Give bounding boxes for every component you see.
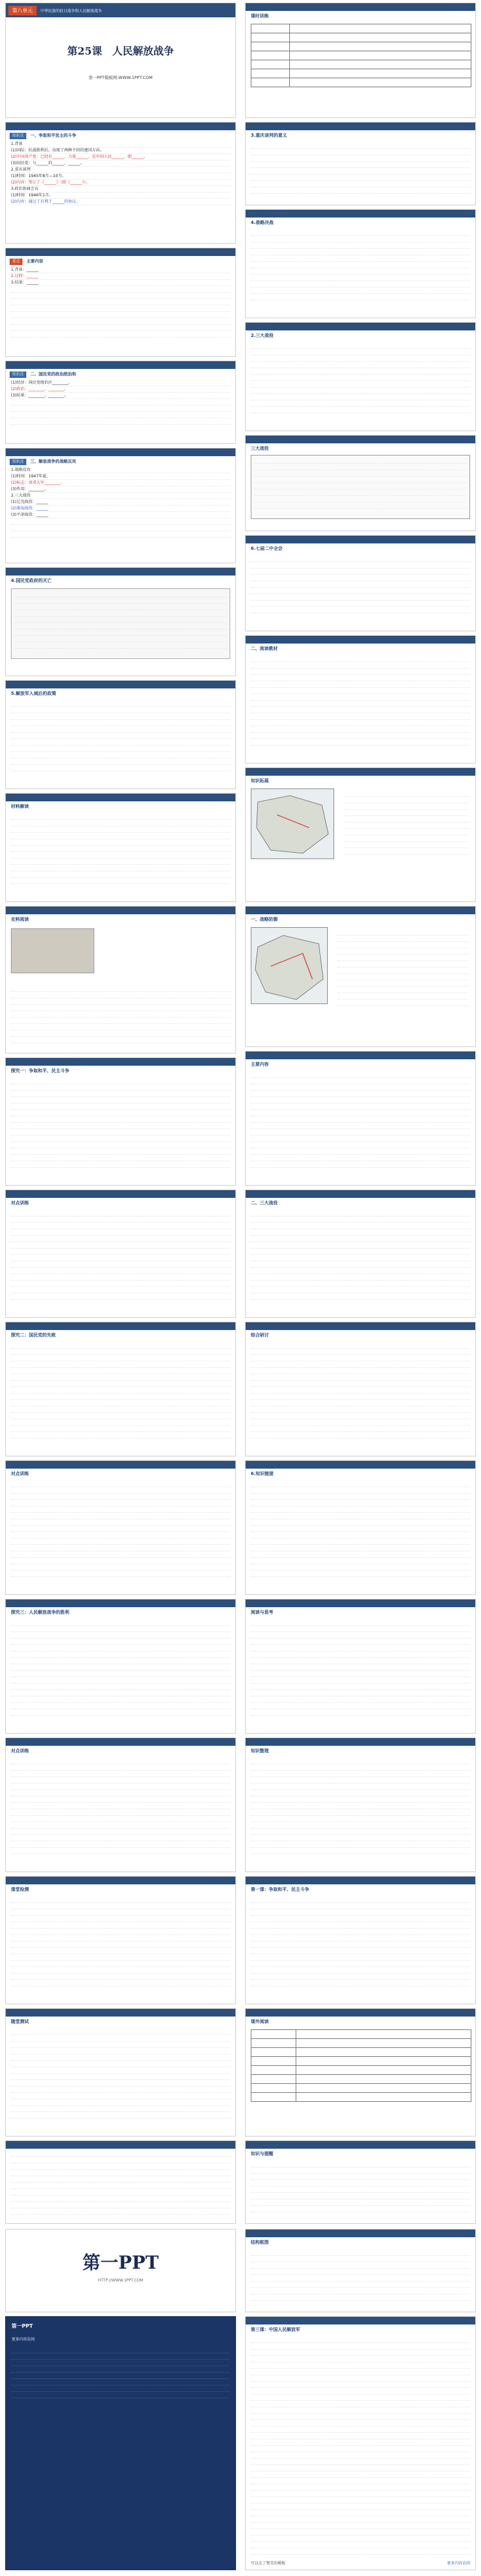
slide-12 (5, 1322, 236, 1456)
section-title: 对点训练 (11, 1471, 29, 1476)
section-tag: 知识点 (10, 459, 26, 465)
slide-body (6, 812, 235, 886)
slide-body (246, 1340, 475, 1440)
slide-16 (5, 1876, 236, 2004)
slide-r6 (245, 535, 476, 631)
campaign-box (251, 455, 470, 519)
section-title: 第三课：中国人民解放军 (251, 2327, 300, 2332)
slide-r12 (245, 1322, 476, 1456)
slide-r16 (245, 1876, 476, 2004)
logo-domain: HTTP://WWW.1PPT.COM (97, 2278, 144, 2283)
slide-bar (246, 123, 475, 130)
slide-body (6, 1756, 235, 1856)
slide-r14 (245, 1599, 476, 1734)
slide-14 (5, 1599, 236, 1734)
slide-body (6, 1340, 235, 1440)
text-line: 1.背景：______ (11, 267, 230, 273)
slide-bar (6, 2009, 235, 2017)
data-table (251, 2029, 471, 2102)
text-line: 2.三大战役 (11, 493, 230, 499)
promo-link[interactable]: 更多内容访问 (446, 2561, 470, 2566)
slide-r13 (245, 1460, 476, 1595)
slide-body (6, 139, 235, 207)
slide-bar (246, 2230, 475, 2237)
slide-body (246, 141, 475, 196)
section-tag: 重点 (10, 259, 22, 265)
section-title: 课外阅读 (251, 2019, 269, 2024)
slide-5 (5, 448, 236, 563)
text-line: (2)标志：刘邓大军________。 (11, 480, 230, 486)
map-notes (332, 927, 473, 1008)
slide-body (246, 654, 475, 747)
section-title: 课堂检测 (11, 1887, 29, 1892)
slide-r11 (245, 1190, 476, 1318)
slide-r7 (245, 635, 476, 763)
map-figure (251, 927, 328, 1004)
slide-bar (6, 248, 235, 256)
slide-r9 (245, 906, 476, 1047)
section-title: 探究二：国民党的失败 (11, 1333, 56, 1338)
slide-bar (246, 2009, 475, 2017)
text-line: (3)作用：________。 (11, 486, 230, 493)
section-title: 第一课：争取和平、民主斗争 (251, 1887, 309, 1892)
slide-r10 (245, 1051, 476, 1186)
slide-body (6, 699, 235, 773)
section-tag: 知识点 (10, 371, 26, 378)
text-line: (1)时间：1945年8月—10月。 (11, 173, 230, 180)
text-line: (2)中国共产党：已经有______，力量______，是中国人民______，即______。 (11, 154, 230, 160)
slide-body (6, 984, 236, 1045)
slide-r5 (245, 435, 476, 531)
slide-15 (5, 1737, 236, 1872)
slide-7 (5, 680, 236, 789)
promo-cta: 可以友了赞美的模板 (251, 2561, 286, 2566)
section-title: 阅读与思考 (251, 1610, 273, 1615)
text-line: (2)政治：________，________。 (11, 386, 230, 393)
text-line: (3)结果：________，________。 (11, 393, 230, 399)
section-title: 结构框图 (251, 2240, 269, 2245)
slide-bar (246, 210, 475, 218)
section-title: 三大战役 (251, 446, 269, 451)
slide-bar (246, 536, 475, 543)
unit-subtitle: 中华民族的抗日战争和人民解放战争 (40, 8, 103, 13)
slide-bar (246, 1322, 475, 1330)
section-title: 史料阅读 (11, 917, 29, 922)
slide-body (6, 465, 235, 540)
section-title: 二、国民党的政治统治和 (30, 371, 76, 377)
slide-body (6, 2027, 235, 2120)
text-line: (2)内容：签订了《______》（即《______》）。 (11, 180, 230, 186)
text-line: 3.结果：______ (11, 280, 230, 286)
text-line: 3.政治协商会议 (11, 186, 230, 192)
slide-bar (246, 436, 475, 443)
page-title: 第25课 人民解放战争 (67, 45, 174, 57)
slide-body (246, 228, 475, 302)
text-line: (1)时间：1946年1月。 (11, 192, 230, 199)
slide-body (246, 2159, 475, 2214)
slide-r20 (245, 2316, 476, 2570)
text-line: (1)经济：国民党统治区________。 (11, 380, 230, 386)
slide-body (6, 2149, 235, 2217)
slide-body (246, 554, 475, 615)
slide-body (6, 1208, 235, 1302)
slide-body (246, 1070, 475, 1170)
text-line: (1)时间：1947年夏。 (11, 473, 230, 480)
slide-bar (6, 2141, 235, 2149)
slide-6 (5, 567, 236, 676)
text-line: 2.过程：______ (11, 273, 230, 280)
section-title: 对点训练 (11, 1200, 29, 1206)
slide-bar (246, 2141, 475, 2149)
slide-r15 (245, 1737, 476, 1872)
slide-body (246, 341, 475, 415)
section-title: 随堂测试 (11, 2019, 29, 2024)
slide-11 (5, 1190, 236, 1318)
section-title: 6.七届二中全会 (251, 546, 283, 551)
slide-bar (6, 1190, 235, 1198)
slide-body (246, 1756, 475, 1856)
map-shape (251, 928, 328, 1004)
section-title: 二、三大战役 (251, 1200, 278, 1206)
slide-body (6, 378, 235, 427)
slide-bar (246, 3, 475, 11)
slide-bar (6, 361, 235, 369)
slide-8 (5, 793, 236, 902)
slide-10 (5, 1057, 236, 1186)
cover-header (6, 3, 235, 17)
slide-r2 (245, 122, 476, 205)
section-tag: 知识点 (10, 133, 26, 139)
slide-bar (246, 323, 475, 330)
text-line: 2.重庆谈判 (11, 167, 230, 173)
section-title: 材料解读 (11, 804, 29, 809)
slide-r17 (245, 2008, 476, 2137)
section-title: 探究一：争取和平、民主斗争 (11, 1068, 69, 1073)
data-table (251, 24, 471, 87)
section-title: 对点训练 (11, 1748, 29, 1753)
text-line: 1.背景 (11, 141, 230, 148)
section-title: 二、阅读教材 (251, 646, 278, 651)
slide-17 (5, 2008, 236, 2137)
slide-bar (246, 1461, 475, 1469)
cover-slide (5, 3, 236, 118)
section-title: 4.战略决战 (251, 220, 274, 225)
slide-bar (6, 1877, 235, 1884)
text-line: (3)平津战役：______ (11, 512, 230, 518)
slide-bar (246, 2317, 475, 2324)
text-line: 1.战略反攻 (11, 467, 230, 473)
slide-bar (6, 1599, 235, 1607)
section-title: 知识整理 (251, 1748, 269, 1753)
section-title: 知识与提醒 (251, 2151, 273, 2156)
slide-bar (6, 1461, 235, 1469)
slide-body (246, 1895, 475, 1988)
map-shape (251, 789, 334, 859)
section-title: 探究三：人民解放战争的胜利 (11, 1610, 69, 1615)
section-title: 综合研讨 (251, 1333, 269, 1338)
section-title: 6.知识链接 (251, 1471, 274, 1476)
slide-r19 (245, 2229, 476, 2312)
text-line: (2)内容：通过了有利于______的协议。 (11, 199, 230, 205)
slide-bar (246, 636, 475, 644)
section-title: 4.国民党政府的灭亡 (11, 578, 52, 583)
slide-body (246, 1208, 475, 1302)
section-title: 一、争取和平民主的斗争 (30, 133, 76, 138)
slide-body (6, 265, 235, 339)
slide-body (246, 1479, 475, 1579)
slide-3 (5, 248, 236, 357)
slide-bar (246, 907, 475, 914)
slide-bar (246, 1190, 475, 1198)
slide-r1 (245, 3, 476, 118)
slide-body (246, 2335, 475, 2557)
slide-body (246, 2248, 475, 2303)
unit-badge: 第八单元 (8, 6, 37, 15)
map-figure (251, 789, 334, 859)
text-line: (2)淮海战役：______ (11, 506, 230, 512)
slide-2 (5, 122, 236, 244)
section-title: 知识拓展 (251, 778, 269, 783)
section-title: 三、解放战争的战略反攻 (30, 459, 76, 464)
promo-sub[interactable]: 更多内容访问 (12, 2337, 35, 2342)
section-title: 2.三大战役 (251, 333, 274, 338)
slide-bar (6, 448, 235, 456)
section-title: 课时训练 (251, 13, 269, 19)
text-line: (1)辽沈战役：______ (11, 499, 230, 506)
slide-bar (6, 794, 235, 801)
section-title: 3.重庆谈判的意义 (251, 133, 287, 138)
slide-4 (5, 361, 236, 444)
slide-body (6, 1617, 235, 1718)
slide-bar (246, 1052, 475, 1059)
content-box (11, 588, 230, 659)
slide-body (6, 1076, 235, 1170)
section-title: 主要内容 (26, 259, 44, 264)
slide-bar (6, 1058, 235, 1066)
slide-body (6, 1895, 235, 1988)
slide-bar (246, 768, 475, 776)
logo-text: 第一PPT (82, 2252, 159, 2273)
slide-body (6, 1479, 235, 1579)
slide-bar (6, 907, 235, 914)
slide-bar (246, 1599, 475, 1607)
slide-bar (6, 681, 235, 688)
historical-photo (11, 928, 94, 973)
section-title: 一、战略防御 (251, 917, 278, 922)
slide-bar (246, 1738, 475, 1746)
slide-bar (6, 123, 235, 130)
section-title: 主要内容 (251, 1062, 269, 1067)
slide-13 (5, 1460, 236, 1595)
slide-bar (6, 1322, 235, 1330)
slide-bar (6, 1738, 235, 1746)
text-line: (3)国民党：与______的______，______。 (11, 160, 230, 167)
site-label: 第一PPT模板网-WWW.1PPT.COM (89, 75, 153, 80)
slide-bar (6, 568, 235, 576)
slide-18 (5, 2140, 236, 2224)
section-title: 5.解放军入城后的政策 (11, 691, 56, 696)
slide-r4 (245, 322, 476, 431)
logo-slide (5, 2229, 236, 2312)
promo-panel (5, 2316, 236, 2570)
slide-r18 (245, 2140, 476, 2224)
promo-title: 第一PPT (12, 2323, 33, 2329)
text-line: (1)国际：抗战胜利后，出现了两种不同的建国方向。 (11, 148, 230, 154)
slide-9 (5, 906, 236, 1053)
slide-r3 (245, 209, 476, 318)
slide-body (246, 1617, 475, 1718)
map-notes (339, 789, 473, 857)
slide-r8 (245, 767, 476, 902)
slide-bar (246, 1877, 475, 1884)
